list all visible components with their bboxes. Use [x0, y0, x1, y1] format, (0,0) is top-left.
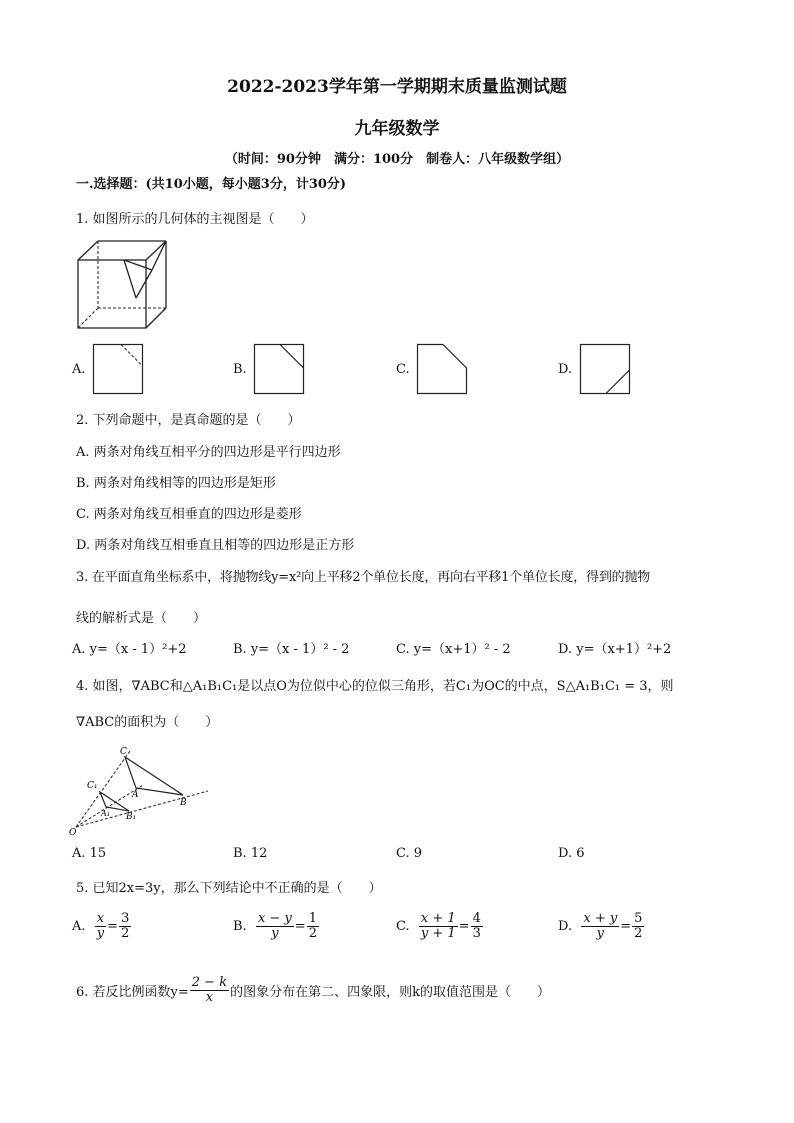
q4-label-b1: B₁	[126, 812, 137, 822]
q5-b-denominator: y	[271, 925, 279, 941]
q4-label-b: B	[180, 798, 187, 808]
question-4-line-2: ∇ABC的面积为（ ）	[76, 715, 219, 730]
q5-option-c[interactable]: C. $\frac{x + 1}{y + 1}$ = $\frac{4}{3}$	[396, 911, 481, 941]
q5-option-c-label: C.	[396, 918, 410, 934]
q5-b-numerator: x − y	[257, 911, 292, 926]
q1-option-b-figure[interactable]	[254, 344, 304, 394]
q1-option-b-label[interactable]: B.	[233, 362, 247, 377]
question-2-stem: 2. 下列命题中，是真命题的是（ ）	[76, 413, 301, 428]
q5-a-rhs-denominator: 2	[121, 925, 130, 941]
q5-b-rhs-numerator: 1	[308, 911, 317, 926]
q5-a-denominator: y	[96, 925, 105, 941]
q5-option-b[interactable]: B. $\frac{x - y}{y}$ = $\frac{1}{2}$	[233, 911, 317, 941]
q6-prefix: 6. 若反比例函数y=	[76, 984, 189, 1000]
q5-d-denominator: y	[596, 925, 604, 941]
question-3-line-2: 线的解析式是（ ）	[76, 611, 207, 626]
q4-option-b[interactable]: B. 12	[233, 846, 268, 861]
q2-option-c[interactable]: C. 两条对角线互相垂直的四边形是菱形	[76, 507, 302, 522]
q5-d-numerator: x + y	[583, 911, 618, 926]
q5-option-d[interactable]: D. $\frac{x + y}{y}$ = $\frac{5}{2}$	[558, 911, 643, 941]
q5-c-rhs-denominator: 3	[472, 925, 481, 941]
q4-option-c[interactable]: C. 9	[396, 846, 423, 861]
q5-b-rhs-denominator: 2	[308, 925, 317, 941]
q6-denominator: x	[205, 989, 214, 1005]
q5-c-rhs-numerator: 4	[472, 911, 481, 926]
q5-option-d-label: D.	[558, 918, 573, 934]
q5-a-numerator: x	[96, 911, 105, 926]
q1-option-d-label[interactable]: D.	[558, 362, 573, 377]
q1-option-d-figure[interactable]	[580, 344, 630, 394]
q4-label-o: O	[69, 828, 77, 838]
q5-a-rhs-numerator: 3	[121, 911, 130, 926]
q4-label-c: C	[120, 747, 127, 757]
section-heading: 一.选择题：(共10小题，每小题3分，计30分)	[76, 177, 347, 192]
exam-info: （时间：90分钟 满分：100分 制卷人：八年级数学组）	[224, 152, 570, 167]
q1-option-a-label[interactable]: A.	[72, 362, 86, 377]
q2-option-d[interactable]: D. 两条对角线互相垂直且相等的四边形是正方形	[76, 538, 355, 553]
q2-option-b[interactable]: B. 两条对角线相等的四边形是矩形	[76, 476, 276, 491]
page-title: 2022-2023学年第一学期期末质量监测试题	[227, 77, 567, 97]
page-subtitle: 九年级数学	[354, 119, 440, 139]
q5-option-a[interactable]: A. $\frac{x}{y}$ = $\frac{3}{2}$	[72, 911, 130, 941]
q4-label-a1: A₁	[101, 809, 110, 818]
q5-c-numerator: x + 1	[420, 911, 456, 926]
q3-option-c[interactable]: C. y=（x+1）² - 2	[396, 642, 511, 657]
q1-solid-figure	[74, 238, 170, 334]
question-5-stem: 5. 已知2x=3y，那么下列结论中不正确的是（ ）	[76, 881, 382, 896]
q5-option-a-label: A.	[72, 918, 86, 934]
q3-option-b[interactable]: B. y=（x - 1）² - 2	[233, 642, 350, 657]
q5-c-denominator: y + 1	[420, 925, 456, 941]
q5-d-rhs-denominator: 2	[634, 925, 643, 941]
q5-option-b-label: B.	[233, 918, 247, 934]
q4-label-a: A	[132, 790, 139, 800]
question-6-stem	[76, 976, 550, 1004]
question-1-stem: 1. 如图所示的几何体的主视图是（ ）	[76, 212, 314, 227]
q4-option-d[interactable]: D. 6	[558, 846, 585, 861]
q1-option-a-figure[interactable]	[93, 344, 143, 394]
q4-homothety-figure	[68, 745, 208, 838]
q2-option-a[interactable]: A. 两条对角线互相平分的四边形是平行四边形	[76, 445, 341, 460]
q1-option-c-label[interactable]: C.	[396, 362, 410, 377]
q6-numerator: 2 − k	[191, 975, 228, 990]
q6-suffix: 的图象分布在第二、四象限，则k的取值范围是（ ）	[230, 984, 550, 1000]
question-3-line-1: 3. 在平面直角坐标系中，将抛物线y=x²向上平移2个单位长度，再向右平移1个单位长度，得到的抛物	[76, 570, 651, 585]
question-4-line-1: 4. 如图，∇ABC和△A₁B₁C₁是以点O为位似中心的位似三角形，若C₁为OC的中点，S△A₁B₁C₁ = 3，则	[76, 679, 674, 694]
q4-label-c1: C₁	[87, 781, 98, 791]
q4-option-a[interactable]: A. 15	[72, 846, 107, 861]
q5-d-rhs-numerator: 5	[634, 911, 643, 926]
q1-option-c-figure[interactable]	[417, 344, 467, 394]
q3-option-d[interactable]: D. y=（x+1）²+2	[558, 642, 672, 657]
q3-option-a[interactable]: A. y=（x - 1）²+2	[72, 642, 187, 657]
